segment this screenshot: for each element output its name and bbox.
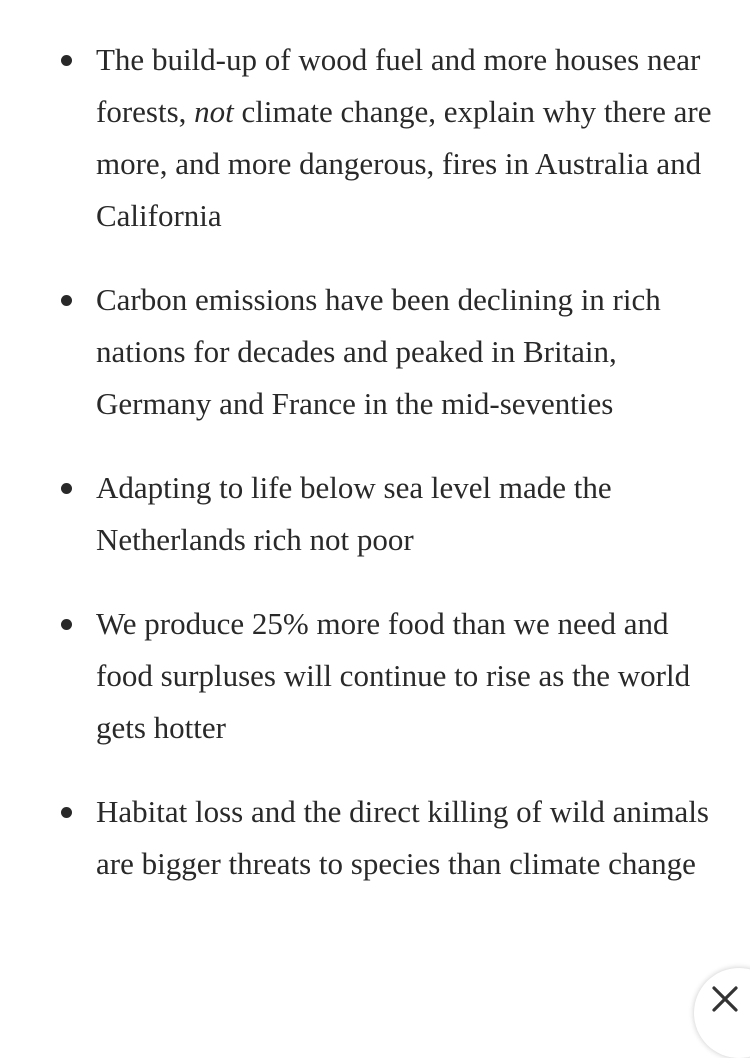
bullet-list: [0, 34, 750, 890]
bullet-text: [96, 794, 709, 881]
bullet-dot: [61, 483, 72, 494]
list-item: [0, 598, 750, 754]
bullet-text: [96, 282, 661, 421]
emphasis-text: not: [194, 94, 234, 129]
list-item: [0, 786, 750, 890]
bullet-text-part: Carbon emissions have been declining in rich nations for decades and peaked in Britain, Germany and France in the mid-seventies: [96, 282, 661, 421]
bullet-dot: [61, 807, 72, 818]
bullet-text-part: Adapting to life below sea level made the Netherlands rich not poor: [96, 470, 612, 557]
close-button[interactable]: [694, 968, 750, 1058]
bullet-dot: [61, 55, 72, 66]
bullet-text: [96, 470, 612, 557]
list-item: [0, 34, 750, 242]
list-item: [0, 462, 750, 566]
bullet-dot: [61, 295, 72, 306]
bullet-dot: [61, 619, 72, 630]
bullet-text-part: climate change, explain why there are more, and more dangerous, fires in Australia and California: [96, 94, 712, 233]
bullet-text-part: Habitat loss and the direct killing of wild animals are bigger threats to species than climate change: [96, 794, 709, 881]
list-item: [0, 274, 750, 430]
article-body: [0, 34, 750, 922]
bullet-text: [96, 42, 711, 233]
bullet-text: [96, 606, 690, 745]
close-icon[interactable]: [710, 984, 740, 1014]
bullet-text-part: The build-up of wood fuel and more houses near forests,: [96, 42, 701, 129]
bullet-text-part: We produce 25% more food than we need and food surpluses will continue to rise as the world gets hotter: [96, 606, 691, 745]
